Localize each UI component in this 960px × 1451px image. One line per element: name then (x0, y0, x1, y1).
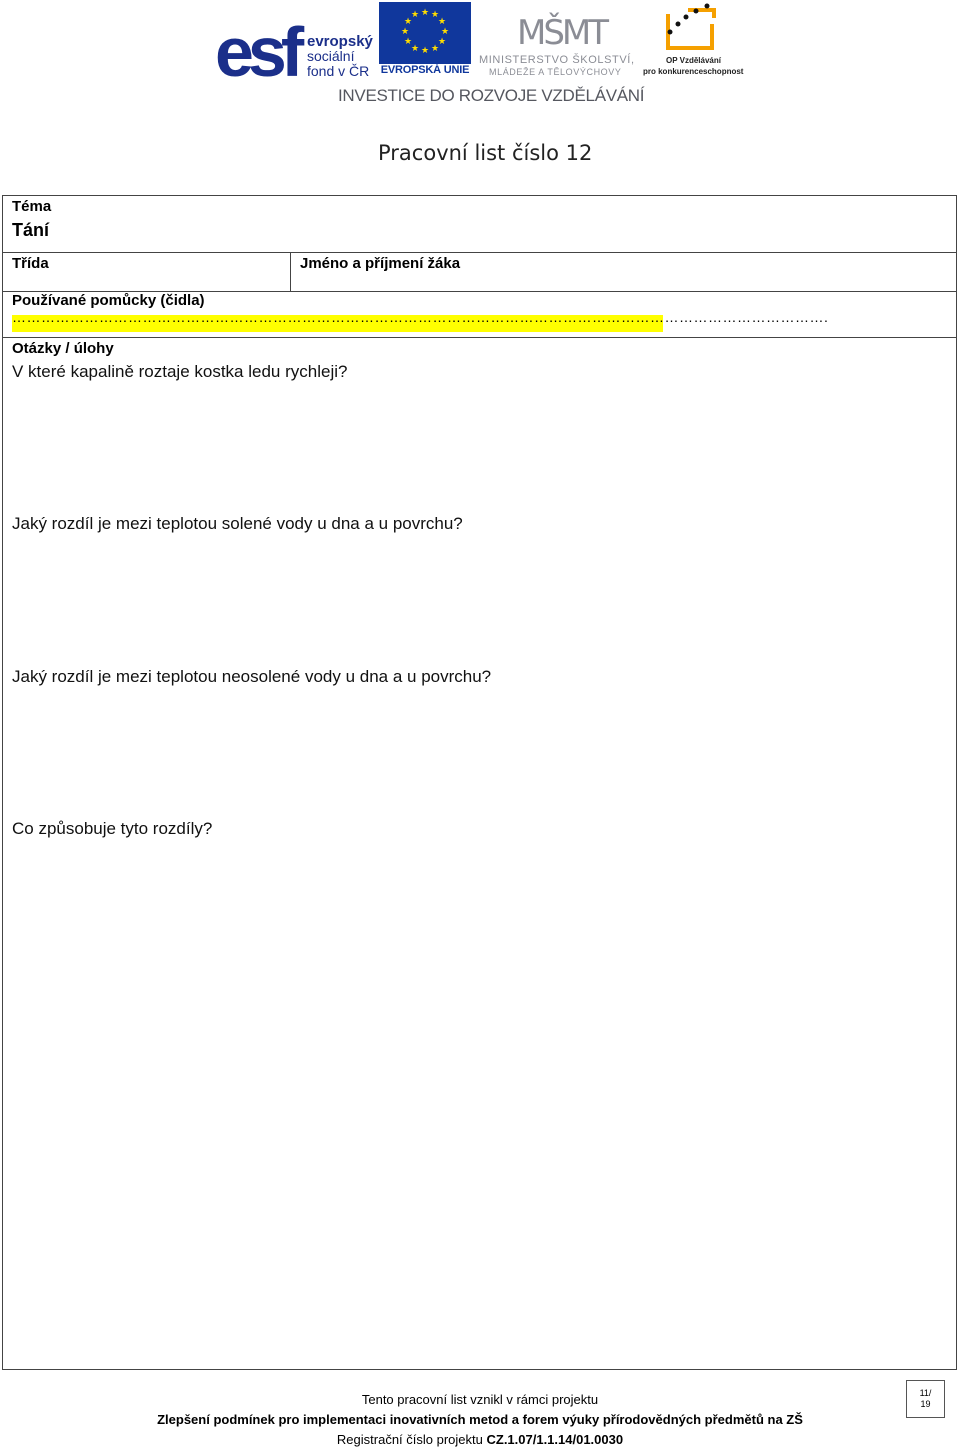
op-line1: OP Vzdělávání (666, 56, 721, 65)
pomucky-field[interactable]: ……………………………………………………………………………………………………………………………………………………. (12, 309, 829, 325)
footer-line3 (0, 1432, 960, 1447)
footer-line2: Zlepšení podmínek pro implementaci inovativních metod a forem výuky přírodovědných předmětů na ZŠ (157, 1412, 803, 1427)
investice-slogan: INVESTICE DO ROZVOJE VZDĚLÁVÁNÍ (338, 86, 645, 105)
svg-text:★: ★ (420, 46, 430, 56)
msmt-line1: MINISTERSTVO ŠKOLSTVÍ, (479, 54, 635, 66)
msmt-line2: MLÁDEŽE A TĚLOVÝCHOVY (489, 67, 622, 77)
svg-text:★: ★ (400, 27, 410, 37)
esf-line3: fond v ČR (307, 63, 370, 79)
eu-flag-icon (379, 2, 471, 64)
question-2: Jaký rozdíl je mezi teplotou solené vody u dna a u povrchu? (12, 514, 463, 533)
tema-value: Tání (12, 220, 50, 240)
divider (2, 252, 957, 253)
svg-text:★: ★ (437, 37, 447, 47)
divider (290, 252, 291, 291)
svg-text:★: ★ (430, 10, 440, 20)
question-4: Co způsobuje tyto rozdíly? (12, 819, 213, 838)
op-logo-icon (660, 2, 722, 52)
msmt-mark: MŠMT (517, 13, 607, 53)
tema-label: Téma (12, 198, 52, 215)
question-1: V které kapalině roztaje kostka ledu rychleji? (12, 362, 348, 381)
svg-text:★: ★ (410, 44, 420, 54)
otazky-label: Otázky / úlohy (12, 340, 114, 357)
svg-text:★: ★ (420, 8, 430, 18)
esf-line1: evropský (307, 33, 373, 50)
esf-line2: sociální (307, 48, 355, 64)
svg-text:★: ★ (437, 17, 447, 27)
svg-text:★: ★ (403, 37, 413, 47)
footer-reg-prefix: Registrační číslo projektu (336, 1432, 487, 1447)
pomucky-label: Používané pomůcky (čidla) (12, 292, 205, 309)
esf-mark: esf (215, 13, 299, 91)
page-current: 11/ (919, 1388, 932, 1398)
svg-text:★: ★ (410, 10, 420, 20)
footer-reg-code: CZ.1.07/1.1.14/01.0030 (486, 1432, 624, 1447)
divider (2, 337, 957, 338)
op-line2: pro konkurenceschopnost (643, 67, 744, 76)
eu-label: EVROPSKÁ UNIE (380, 64, 470, 76)
page-title: Pracovní list číslo 12 (378, 141, 593, 165)
svg-text:★: ★ (403, 17, 413, 27)
student-name-field[interactable]: Jméno a příjmení žáka (300, 255, 461, 272)
svg-text:★: ★ (440, 27, 450, 37)
footer-line1: Tento pracovní list vznikl v rámci projektu (361, 1392, 599, 1407)
svg-text:★: ★ (430, 44, 440, 54)
question-3: Jaký rozdíl je mezi teplotou neosolené vody u dna a u povrchu? (12, 667, 492, 686)
esf-logo (215, 2, 373, 91)
msmt-logo (515, 0, 607, 53)
trida-field[interactable]: Třída (12, 255, 49, 272)
page-total: 19 (920, 1399, 931, 1409)
page-number (906, 1380, 945, 1418)
